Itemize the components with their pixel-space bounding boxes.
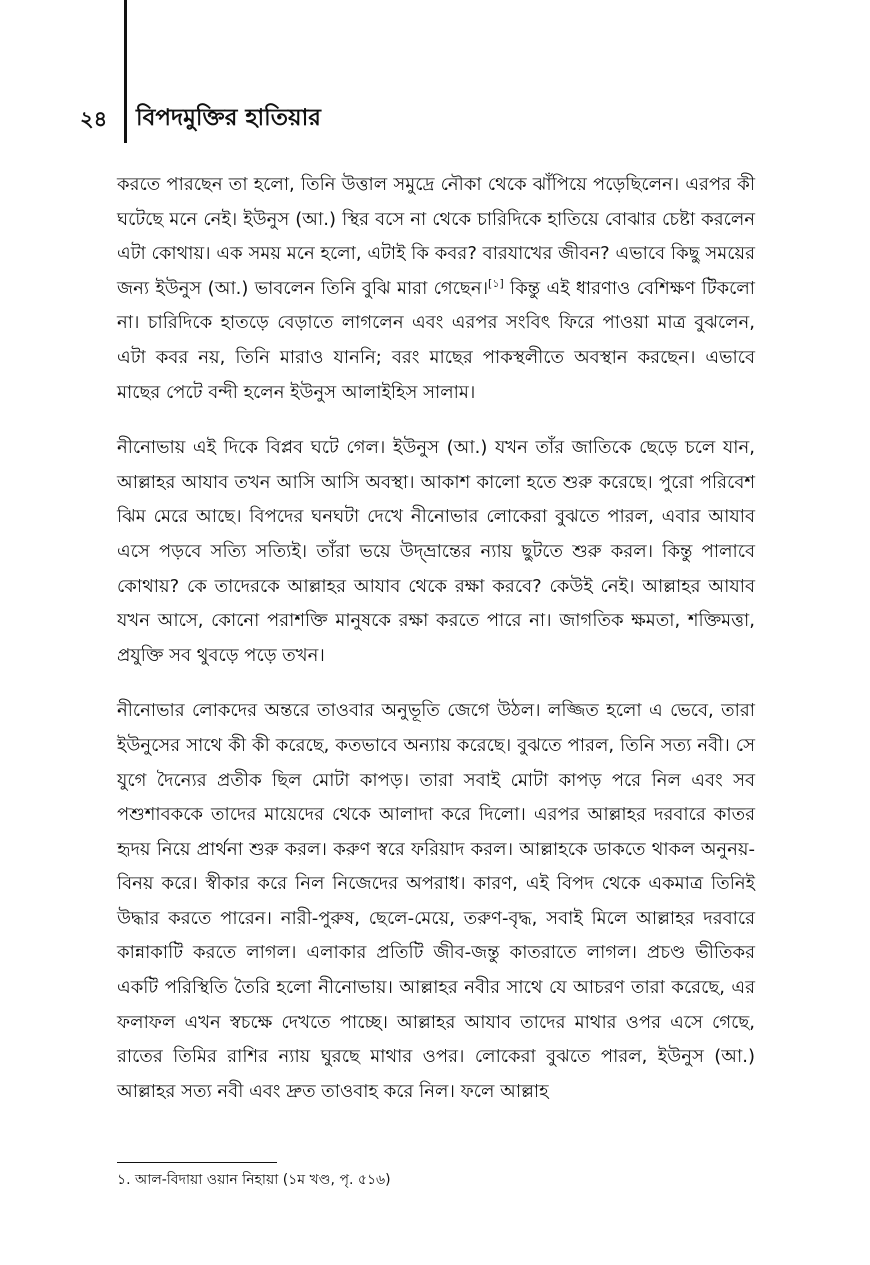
running-head: বিপদমুক্তির হাতিয়ার: [136, 105, 321, 131]
body-text: [117, 168, 755, 1130]
paragraph-1-part-2: কিন্তু এই ধারণাও বেশিক্ষণ টিকলো না। চারিদিকে হাতড়ে বেড়াতে লাগলেন এবং এরপর সংবিৎ ফিরে পাওয়া মাত্র বুঝলেন, এটা কবর নয়, তিনি মারাও যাননি; বরং মাছের পাকস্থলীতে অবস্থান করছেন। এভাবে মাছের পেটে বন্দী হলেন ইউনুস আলাইহিস সালাম।: [117, 277, 755, 403]
footnote-divider: [117, 1162, 277, 1163]
page-number: ২৪: [80, 107, 108, 131]
footnote: ১. আল-বিদায়া ওয়ান নিহায়া (১ম খণ্ড, পৃ. ৫১৬): [117, 1172, 391, 1188]
paragraph-3: নীনোভার লোকদের অন্তরে তাওবার অনুভূতি জেগে উঠল। লজ্জিত হলো এ ভেবে, তারা ইউনুসের সাথে কী কী করেছে, কতভাবে অন্যায় করেছে। বুঝতে পারল, তিনি সত্য নবী। সে যুগে দৈন্যের প্রতীক ছিল মোটা কাপড়। তারা সবাই মোটা কাপড় পরে নিল এবং সব পশুশাবককে তাদের মায়েদের থেকে আলাদা করে দিলো। এরপর আল্লাহর দরবারে কাতর হৃদয় নিয়ে প্রার্থনা শুরু করল। করুণ স্বরে ফরিয়াদ করল। আল্লাহকে ডাকতে থাকল অনুনয়-বিনয় করে। স্বীকার করে নিল নিজেদের অপরাধ। কারণ, এই বিপদ থেকে একমাত্র তিনিই উদ্ধার করতে পারেন। নারী-পুরুষ, ছেলে-মেয়ে, তরুণ-বৃদ্ধ, সবাই মিলে আল্লাহর দরবারে কান্নাকাটি করতে লাগল। এলাকার প্রতিটি জীব-জন্তু কাতরাতে লাগল। প্রচণ্ড ভীতিকর একটি পরিস্থিতি তৈরি হলো নীনোভায়। আল্লাহর নবীর সাথে যে আচরণ তারা করেছে, এর ফলাফল এখন স্বচক্ষে দেখতে পাচ্ছে। আল্লাহর আযাব তাদের মাথার ওপর এসে গেছে, রাতের তিমির রাশির ন্যায় ঘুরছে মাথার ওপর। লোকেরা বুঝতে পারল, ইউনুস (আ.) আল্লাহর সত্য নবী এবং দ্রুত তাওবাহ করে নিল। ফলে আল্লাহ: [117, 700, 755, 1102]
paragraph-1: [117, 168, 755, 410]
paragraph-2: নীনোভায় এই দিকে বিপ্লব ঘটে গেল। ইউনুস (আ.) যখন তাঁর জাতিকে ছেড়ে চলে যান, আল্লাহর আযাব তখন আসি আসি অবস্থা। আকাশ কালো হতে শুরু করেছে। পুরো পরিবেশ ঝিম মেরে আছে। বিপদের ঘনঘটা দেখে নীনোভার লোকেরা বুঝতে পারল, এবার আযাব এসে পড়বে সত্যি সত্যিই। তাঁরা ভয়ে উদ্‌ভ্রান্তের ন্যায় ছুটতে শুরু করল। কিন্তু পালাবে কোথায়? কে তাদেরকে আল্লাহর আযাব থেকে রক্ষা করবে? কেউই নেই। আল্লাহর আযাব যখন আসে, কোনো পরাশক্তি মানুষকে রক্ষা করতে পারে না। জাগতিক ক্ষমতা, শক্তিমত্তা, প্রযুক্তি সব থুবড়ে পড়ে তখন।: [117, 437, 755, 666]
paragraph-1-part-1: করতে পারছেন তা হলো, তিনি উত্তাল সমুদ্রে নৌকা থেকে ঝাঁপিয়ে পড়েছিলেন। এরপর কী ঘটেছে মনে নেই। ইউনুস (আ.) স্থির বসে না থেকে চারিদিকে হাতিয়ে বোঝার চেষ্টা করলেন এটা কোথায়। এক সময় মনে হলো, এটাই কি কবর? বারযাখের জীবন? এভাবে কিছু সময়ের জন্য ইউনুস (আ.) ভাবলেন তিনি বুঝি মারা গেছেন।: [117, 174, 755, 299]
header-divider: [124, 0, 127, 143]
footnote-marker: [১]: [488, 276, 504, 290]
